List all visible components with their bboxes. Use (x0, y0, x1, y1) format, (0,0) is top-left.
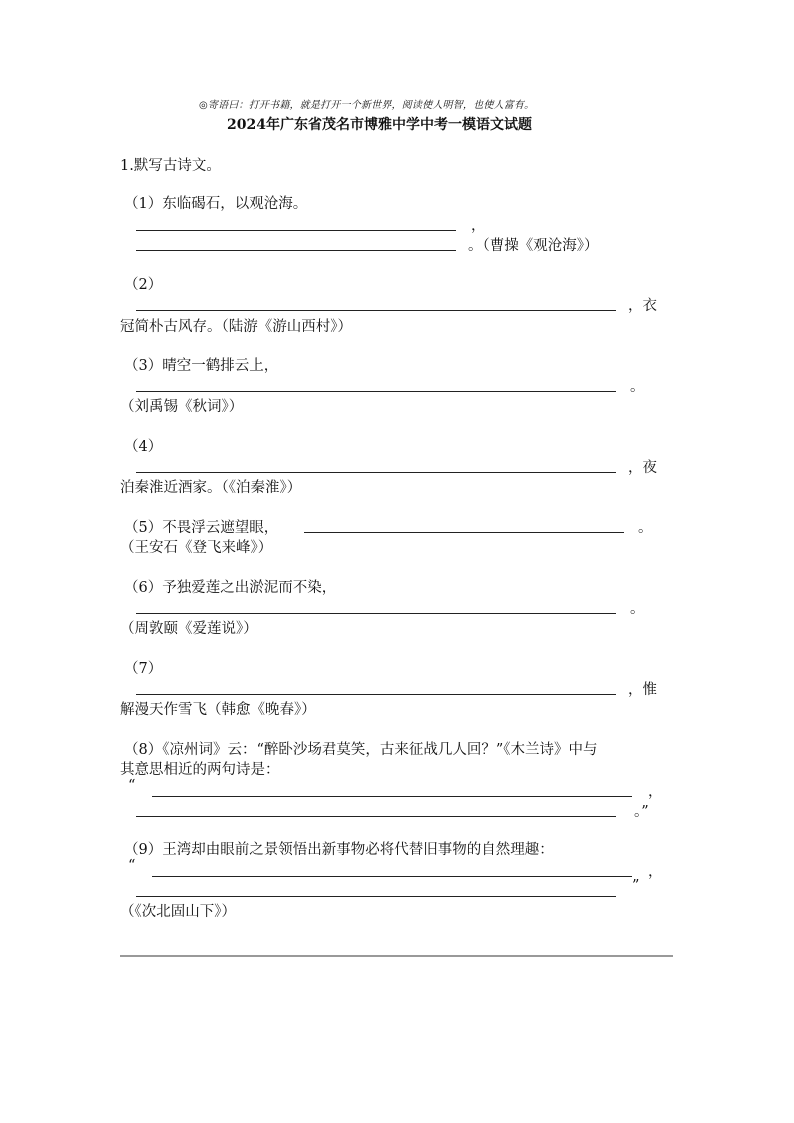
q8-punct-2: 。” (634, 804, 649, 820)
q6-source: （周敦颐《爱莲说》） (120, 621, 258, 637)
q2-continuation: 冠简朴古风存。（陆游《游山西村》） (120, 319, 352, 335)
question-stem: 1.默写古诗文。 (120, 158, 221, 174)
q3-prompt: （3）晴空一鹤排云上， (124, 358, 279, 374)
q7-tail: ，惟 (628, 682, 657, 698)
q1-punct-2: 。（曹操《观沧海》） (468, 238, 599, 254)
q7-number: （7） (124, 661, 163, 677)
page-title: 2024年广东省茂名市博雅中学中考一模语文试题 (227, 117, 532, 133)
q7-answer-blank[interactable] (136, 694, 616, 695)
q8-open-quote: “ (128, 778, 136, 794)
q9-punct-1: ， (648, 864, 663, 880)
q9-answer-blank-2[interactable] (136, 896, 616, 897)
q1-answer-blank-1[interactable] (136, 230, 456, 231)
q2-answer-blank[interactable] (136, 310, 616, 311)
q9-open-quote: “ (128, 858, 136, 874)
q2-tail: ，衣 (628, 298, 657, 314)
q8-prompt-line-2: 其意思相近的两句诗是： (120, 762, 280, 778)
q2-number: （2） (124, 277, 163, 293)
footer-divider (120, 955, 673, 957)
q4-continuation: 泊秦淮近酒家。（《泊秦淮》） (120, 480, 302, 496)
q5-prompt: （5）不畏浮云遮望眼， (124, 520, 279, 536)
q8-answer-blank-1[interactable] (152, 796, 632, 797)
q5-answer-blank[interactable] (304, 532, 624, 533)
motto-line: ◎寄语曰：打开书籍，就是打开一个新世界，阅读使人明智，也使人富有。 (199, 100, 535, 111)
q3-answer-blank[interactable] (136, 391, 616, 392)
q9-source: （《次北固山下》） (120, 904, 236, 920)
q3-tail: 。 (630, 379, 645, 395)
q5-source: （王安石《登飞来峰》） (120, 540, 273, 556)
q4-tail: ，夜 (628, 460, 657, 476)
q1-prompt: （1）东临碣石，以观沧海。 (124, 196, 308, 212)
q4-number: （4） (124, 439, 163, 455)
q6-answer-blank[interactable] (136, 613, 616, 614)
q7-continuation: 解漫天作雪飞（韩愈《晚春》） (120, 702, 316, 718)
q8-punct-1: ， (648, 784, 663, 800)
q6-prompt: （6）予独爱莲之出淤泥而不染， (124, 580, 337, 596)
q9-answer-blank-1[interactable] (152, 876, 632, 877)
q8-answer-blank-2[interactable] (136, 816, 616, 817)
q5-tail: 。 (638, 520, 653, 536)
q3-source: （刘禹锡《秋词》） (120, 399, 244, 415)
q9-prompt: （9）王湾却由眼前之景领悟出新事物必将代替旧事物的自然理趣： (124, 842, 554, 858)
q4-answer-blank[interactable] (136, 472, 616, 473)
q9-close-quote: ” (632, 878, 640, 894)
q8-prompt-line-1: （8）《凉州词》云：“醉卧沙场君莫笑，古来征战几人回？”《木兰诗》中与 (124, 742, 598, 758)
q1-answer-blank-2[interactable] (136, 250, 456, 251)
q6-tail: 。 (630, 601, 645, 617)
q1-punct-1: ， (471, 218, 486, 234)
